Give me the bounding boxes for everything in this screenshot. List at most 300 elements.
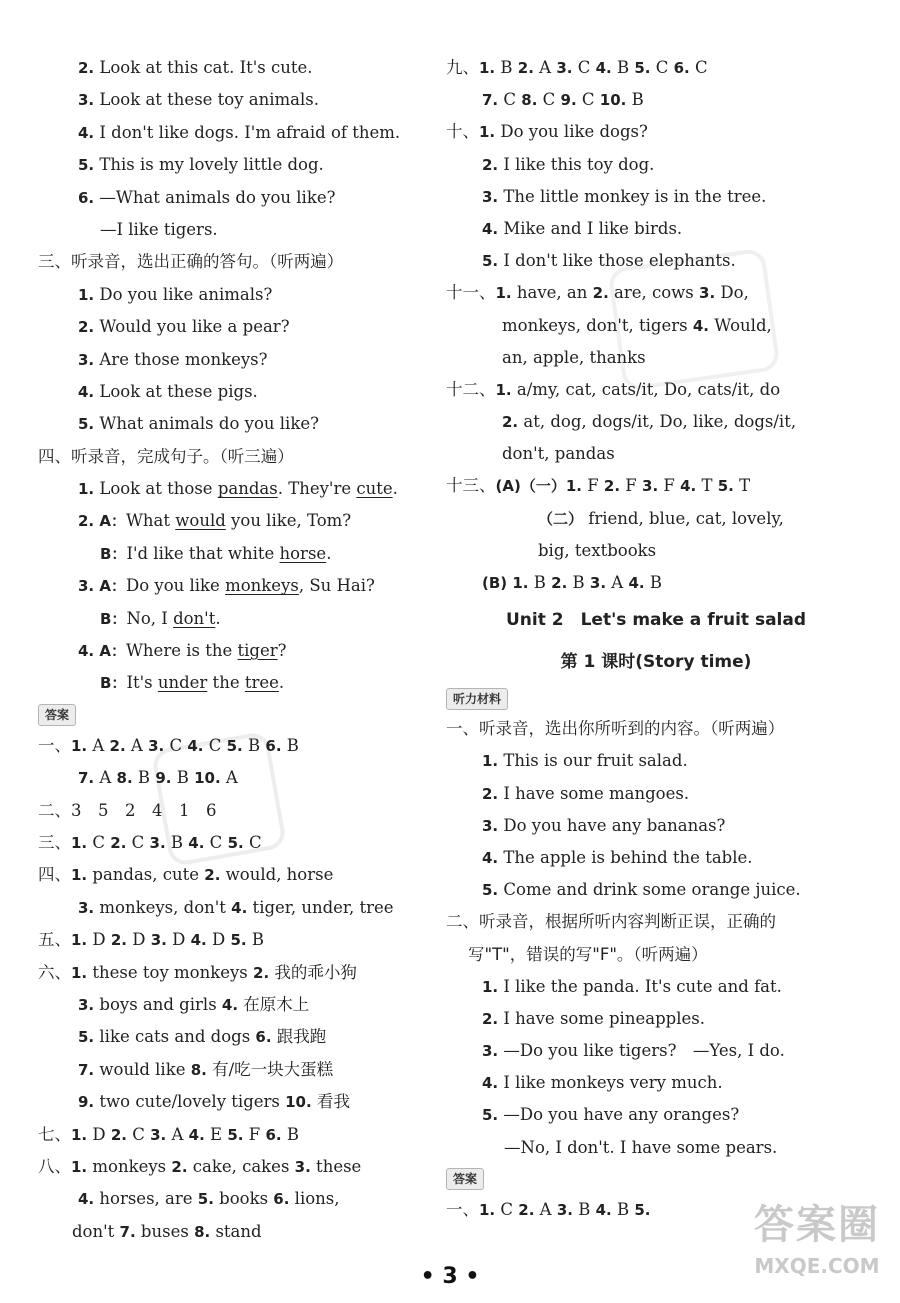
text-line	[446, 745, 866, 777]
answer-value: C	[243, 832, 262, 852]
answer-value: A	[94, 768, 117, 788]
answer-number: 5.	[227, 833, 244, 852]
answer-value: F	[620, 476, 643, 496]
answer-value: A	[534, 1199, 557, 1219]
text-line	[446, 310, 866, 342]
answer-number: 2.	[110, 833, 127, 852]
answer-number: 4.	[482, 219, 499, 238]
text-line	[38, 1054, 430, 1086]
item-number: 3.	[78, 577, 100, 596]
section-badge: 听力材料	[446, 688, 508, 710]
answer-value: D	[87, 930, 111, 950]
answer-value: B	[242, 735, 266, 755]
answer-value: these	[310, 1156, 362, 1176]
item-text: Where is the	[125, 641, 238, 661]
item-number: 1.	[482, 977, 499, 996]
answer-value: 有/吃一块大蛋糕	[206, 1059, 334, 1079]
item-text: , Su Hai?	[298, 576, 375, 596]
answer-value: B	[611, 58, 635, 77]
text-line	[446, 374, 866, 406]
answer-section-label: 十一、	[446, 283, 496, 303]
answer-value: F	[581, 476, 604, 496]
answer-number: 3.	[556, 1200, 573, 1219]
answer-value: don't, pandas	[502, 444, 615, 464]
answer-number: 4.	[680, 477, 697, 496]
answer-value: boys and girls	[94, 994, 222, 1014]
answer-number: 5.	[230, 931, 247, 950]
answer-value: C	[203, 735, 227, 755]
answer-value: monkeys, don't, tigers	[502, 315, 693, 335]
answer-number: 2.	[204, 866, 221, 885]
speaker-label: B：	[100, 609, 127, 628]
item-number: 4.	[78, 642, 100, 661]
item-text: .	[326, 543, 332, 563]
text-line	[38, 538, 430, 570]
text-line	[38, 246, 430, 278]
item-text: .	[215, 608, 221, 628]
answer-number: 5.	[226, 736, 243, 755]
answer-value: C	[127, 1124, 151, 1144]
text-line	[38, 957, 430, 989]
item-text: The apple is behind the table.	[498, 847, 753, 867]
item-number: 2.	[78, 512, 100, 531]
answer-value: B	[626, 90, 644, 110]
page-number: • 3 •	[420, 1264, 480, 1289]
text-line	[446, 149, 866, 181]
answer-value: A	[533, 58, 557, 77]
item-number: 2.	[78, 59, 95, 77]
answer-number: 3.	[294, 1157, 311, 1176]
item-text: I have some pineapples.	[498, 1008, 705, 1028]
text-line	[446, 245, 866, 277]
answer-value: C	[126, 832, 150, 852]
answer-number: 7.	[119, 1222, 136, 1241]
answer-value: A	[87, 735, 110, 755]
fill-in-answer: don't	[173, 608, 216, 628]
text-line	[38, 859, 430, 891]
answer-value: B	[611, 1199, 635, 1219]
answer-number: 1.	[495, 380, 512, 399]
answer-section-label: 七、	[38, 1124, 71, 1144]
answer-value: 跟我跑	[271, 1027, 327, 1047]
text-line	[38, 214, 430, 246]
item-number: 5.	[78, 156, 95, 175]
text-line	[446, 842, 866, 874]
text-line	[38, 1183, 430, 1215]
text-line	[38, 762, 430, 794]
unit-title: Unit 2 Let's make a fruit salad	[505, 610, 807, 631]
answer-value: a/my, cat, cats/it, Do, cats/it, do	[511, 379, 781, 399]
answer-value: B	[572, 1199, 596, 1219]
answer-value: I don't like those elephants.	[498, 251, 736, 271]
item-text: Look at these pigs.	[94, 381, 258, 401]
text-line	[446, 1003, 866, 1035]
text-line	[38, 989, 430, 1021]
answer-value: B	[246, 930, 264, 950]
text-line	[446, 939, 866, 971]
answer-number: 7.	[78, 769, 95, 788]
answer-number: 4.	[221, 995, 239, 1014]
section-heading: 写"T"，错误的写"F"。（听两遍）	[468, 944, 708, 964]
answer-value: cake, cakes	[187, 1156, 295, 1176]
item-text: —Do you have any oranges?	[498, 1105, 740, 1125]
answer-number: 1.	[479, 123, 496, 142]
answer-value: C	[87, 832, 111, 852]
answer-value: C	[572, 58, 596, 77]
text-line	[38, 149, 430, 181]
item-number: 1.	[78, 285, 95, 304]
answer-value: like cats and dogs	[94, 1027, 256, 1047]
answer-value: have, an	[511, 283, 593, 303]
answer-section-label: 九、	[446, 58, 479, 77]
text-line	[38, 1086, 430, 1118]
answer-number: 5.	[634, 1200, 651, 1219]
answer-number: 2.	[171, 1157, 188, 1176]
text-line	[38, 117, 430, 149]
answer-value: Mike and I like birds.	[498, 218, 683, 238]
answer-value: would like	[94, 1059, 191, 1079]
text-line	[446, 52, 866, 84]
text-line	[38, 1216, 430, 1248]
text-line	[38, 1021, 430, 1053]
answer-value: F	[658, 476, 681, 496]
text-line	[38, 311, 430, 343]
answer-value: friend, blue, cat, lovely,	[583, 508, 784, 528]
item-number: 2.	[78, 318, 95, 337]
text-line	[38, 505, 430, 537]
answer-number: 2.	[592, 284, 609, 303]
answer-number: 2.	[502, 413, 519, 432]
item-number: 5.	[482, 881, 499, 900]
answer-number: 7.	[78, 1060, 95, 1079]
answer-value: C	[650, 58, 674, 77]
text-line	[446, 503, 866, 535]
item-text: you like, Tom?	[225, 511, 352, 531]
text-line	[38, 473, 430, 505]
item-text: —What animals do you like?	[94, 187, 336, 207]
answer-number: 5.	[78, 1028, 95, 1047]
item-number: 4.	[78, 123, 95, 142]
answer-number: (A)（一）1.	[495, 477, 582, 496]
answer-number: 2.	[518, 1200, 535, 1219]
text-line	[446, 1035, 866, 1067]
item-text: —Do you like tigers? —Yes, I do.	[498, 1041, 785, 1061]
answer-section-label: 四、	[38, 865, 71, 885]
answer-value: C	[204, 832, 228, 852]
answer-number: 4.	[595, 1200, 612, 1219]
answer-number: 5.	[197, 1190, 214, 1209]
answer-value: buses	[135, 1221, 195, 1241]
answer-value: horses, are	[94, 1189, 198, 1209]
fill-in-answer: monkeys	[225, 576, 299, 596]
text-line	[38, 344, 430, 376]
text-line	[446, 535, 866, 567]
item-text: Would you like a pear?	[94, 317, 290, 337]
item-number: 6.	[78, 188, 95, 207]
answer-number: 4.	[628, 574, 645, 592]
speaker-label: A：	[99, 642, 126, 661]
item-text: Do you like	[125, 576, 226, 596]
text-line	[38, 84, 430, 116]
text-line	[38, 570, 430, 602]
fill-in-answer: cute	[356, 479, 393, 499]
answer-value: A	[166, 1124, 189, 1144]
answer-number: 4.	[187, 736, 204, 755]
answer-value: B	[132, 768, 156, 788]
item-text: This is my lovely little dog.	[94, 155, 324, 175]
item-number: 2.	[482, 784, 499, 803]
answer-number: 6.	[265, 1125, 282, 1144]
answer-value: B	[171, 768, 195, 788]
answer-value: Do you like dogs?	[495, 122, 648, 142]
answer-number: 1.	[495, 284, 512, 303]
item-number: 4.	[482, 1074, 499, 1093]
site-watermark	[742, 1197, 892, 1297]
answer-value: F	[243, 1124, 266, 1144]
text-line	[38, 603, 430, 635]
item-number: 3.	[482, 1042, 499, 1061]
answer-number: 1.	[71, 833, 88, 852]
item-text: I'd like that white	[126, 543, 280, 563]
section-heading: 二、听录音，根据所听内容判断正误，正确的	[446, 912, 776, 932]
text-line	[446, 971, 866, 1003]
answer-section-label: 五、	[38, 930, 71, 950]
answer-number: 8.	[190, 1060, 207, 1079]
left-column	[38, 52, 430, 1248]
text-line	[446, 810, 866, 842]
item-text: I have some mangoes.	[498, 783, 690, 803]
item-text: Look at these toy animals.	[94, 90, 320, 110]
item-text: Do you have any bananas?	[498, 815, 726, 835]
speaker-label: B：	[100, 674, 127, 693]
item-number: 1.	[78, 480, 100, 499]
answer-section-label: 八、	[38, 1156, 71, 1176]
item-text: . They're	[277, 479, 357, 499]
answer-value: 3 5 2 4 1 6	[71, 800, 217, 820]
answer-number: 8.	[194, 1222, 211, 1241]
answer-value: A	[606, 573, 629, 592]
answer-value: 在原木上	[238, 994, 310, 1014]
item-text: Are those monkeys?	[94, 349, 268, 369]
answer-number: 6.	[255, 1028, 272, 1047]
answer-value: an, apple, thanks	[502, 347, 646, 367]
answer-value: T	[733, 476, 751, 496]
answer-value: D	[166, 930, 191, 950]
answer-value: E	[204, 1124, 228, 1144]
item-text: No, I	[126, 608, 174, 628]
text-line	[446, 342, 866, 374]
answer-number: 2.	[110, 1125, 127, 1144]
text-line	[446, 277, 866, 309]
answer-number: 3.	[556, 59, 573, 77]
answer-value: lions,	[289, 1189, 340, 1209]
answer-number: 3.	[78, 995, 95, 1014]
answer-number: 6.	[273, 1190, 290, 1209]
answer-value: big, textbooks	[538, 540, 657, 560]
answer-number: 3.	[149, 833, 166, 852]
section-heading: 三、听录音，选出正确的答句。（听两遍）	[38, 252, 344, 272]
answer-number: 7.	[482, 91, 499, 110]
answer-number: 2.	[603, 477, 621, 496]
item-text: What	[125, 511, 176, 531]
answer-number: 4.	[231, 898, 248, 917]
text-line	[446, 438, 866, 470]
answer-number: 10.	[194, 769, 221, 788]
answer-value: C	[164, 735, 188, 755]
right-column	[446, 52, 866, 1226]
item-number: 5.	[78, 415, 95, 434]
text-line	[446, 683, 866, 713]
answer-number: 1.	[479, 59, 496, 77]
item-text: It's	[126, 673, 158, 693]
answer-number: 4.	[78, 1190, 95, 1209]
answer-number: 8.	[521, 91, 538, 110]
text-line	[38, 795, 430, 827]
text-line	[38, 635, 430, 667]
text-line	[446, 567, 866, 599]
answer-value: 看我	[311, 1092, 350, 1112]
text-line	[38, 730, 430, 762]
answer-section-label: 十二、	[446, 379, 496, 399]
answer-value: C	[689, 58, 708, 77]
unit-title: 第 1 课时(Story time)	[560, 652, 752, 673]
answer-section-label: 三、	[38, 832, 71, 852]
text-line	[446, 1164, 866, 1194]
answer-number: 1.	[71, 866, 88, 885]
answer-number: 1.	[71, 931, 88, 950]
item-text: Come and drink some orange juice.	[498, 880, 801, 900]
text-line	[446, 874, 866, 906]
answer-value: The little monkey is in the tree.	[498, 186, 767, 206]
text-line	[38, 892, 430, 924]
text-line	[446, 406, 866, 438]
item-number: 3.	[482, 816, 499, 835]
speaker-label: B：	[100, 544, 127, 563]
item-text: .	[392, 479, 398, 499]
answer-value: B	[281, 735, 299, 755]
text-line	[446, 470, 866, 502]
answer-number: 3.	[150, 931, 167, 950]
fill-in-answer: pandas	[217, 479, 278, 499]
answer-number: 3.	[589, 574, 607, 592]
answer-value: are, cows	[608, 283, 700, 303]
answer-number: 5.	[482, 252, 499, 271]
answer-number: 5.	[717, 477, 734, 496]
text-line	[38, 52, 430, 84]
answer-number: 2.	[253, 963, 270, 982]
text-line	[446, 778, 866, 810]
answer-number: 2.	[551, 574, 568, 592]
fill-in-answer: horse	[279, 543, 327, 563]
answer-value: monkeys, don't	[94, 897, 232, 917]
speaker-label: A：	[99, 512, 126, 531]
section-heading: 一、听录音，选出你所听到的内容。（听两遍）	[446, 719, 785, 739]
answer-number: 1.	[479, 1200, 496, 1219]
answer-value: D	[87, 1124, 111, 1144]
text-line	[446, 713, 866, 745]
answer-number: 9.	[155, 769, 172, 788]
text-line	[446, 84, 866, 116]
answer-value: I like this toy dog.	[498, 154, 655, 174]
watermark-text: 答案圈	[754, 1202, 880, 1248]
speaker-label: A：	[99, 577, 126, 596]
watermark-url: MXQE.COM	[754, 1254, 880, 1278]
text-line	[38, 827, 430, 859]
answer-section-label: 六、	[38, 962, 71, 982]
item-text: .	[278, 673, 285, 693]
answer-value: don't	[72, 1221, 120, 1241]
answer-value: monkeys	[87, 1156, 172, 1176]
text-line	[38, 700, 430, 730]
item-text: This is our fruit salad.	[498, 751, 688, 771]
answer-number: 1.	[71, 1125, 88, 1144]
text-line	[446, 1099, 866, 1131]
answer-number: 4.	[595, 59, 612, 77]
answer-value: A	[125, 735, 149, 755]
answer-number: 4.	[190, 931, 207, 950]
answer-number: 4.	[692, 316, 710, 335]
answer-number: 1.	[71, 963, 88, 982]
text-line	[446, 116, 866, 148]
text-line	[38, 408, 430, 440]
answer-number: 3.	[78, 898, 95, 917]
answer-value: books	[213, 1189, 274, 1209]
item-number: 1.	[482, 752, 499, 771]
answer-number: 2.	[517, 59, 534, 77]
answer-value: pandas, cute	[87, 865, 205, 885]
answer-value: 我的乖小狗	[269, 962, 357, 982]
item-text: the	[207, 673, 245, 693]
text-line	[38, 1119, 430, 1151]
item-number: 5.	[482, 1106, 499, 1125]
item-text: ?	[277, 641, 287, 661]
item-text: I don't like dogs. I'm afraid of them.	[94, 122, 401, 142]
fill-in-answer: under	[157, 673, 208, 693]
answer-number: 4.	[188, 833, 205, 852]
answer-value: B	[165, 832, 189, 852]
answer-value: B	[644, 573, 662, 592]
answer-value: T	[696, 476, 718, 496]
item-number: 2.	[482, 1009, 499, 1028]
text-line	[446, 181, 866, 213]
answer-number: 5.	[227, 1125, 244, 1144]
section-badge: 答案	[446, 1168, 484, 1190]
answer-value: tiger, under, tree	[247, 897, 394, 917]
answer-value: B	[495, 58, 518, 77]
answer-value: Do,	[715, 283, 749, 303]
answer-value: these toy monkeys	[87, 962, 254, 982]
item-text: What animals do you like?	[94, 414, 319, 434]
answer-value: Would,	[709, 315, 772, 335]
fill-in-answer: would	[175, 511, 226, 531]
fill-in-answer: tree	[244, 673, 279, 693]
item-text: Do you like animals?	[94, 284, 273, 304]
answer-section-label: 十三、	[446, 476, 496, 496]
answer-number: (B) 1.	[482, 574, 529, 592]
answer-number: 6.	[673, 59, 690, 77]
answer-value: B	[281, 1124, 299, 1144]
text-line	[38, 924, 430, 956]
answer-value: C	[537, 90, 561, 110]
item-text: I like monkeys very much.	[498, 1073, 723, 1093]
answer-number: 10.	[599, 91, 627, 110]
section-heading: 四、听录音，完成句子。（听三遍）	[38, 446, 294, 466]
answer-number: 3.	[150, 1125, 167, 1144]
item-number: 4.	[78, 382, 95, 401]
answer-value: would, horse	[220, 865, 334, 885]
item-number: 3.	[78, 91, 95, 110]
text-line	[38, 279, 430, 311]
